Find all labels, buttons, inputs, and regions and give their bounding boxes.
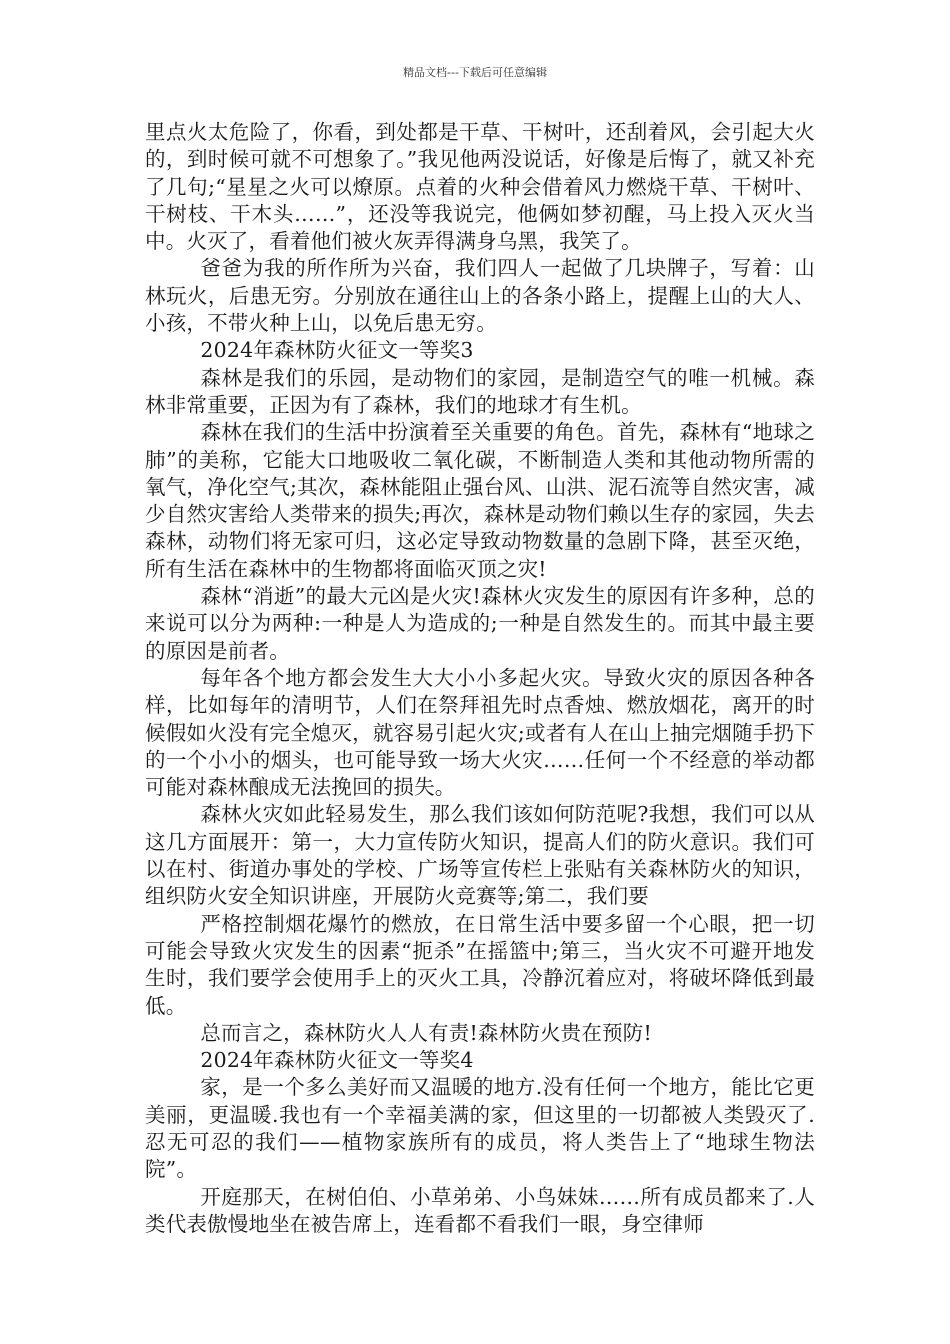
document-body — [145, 119, 815, 1238]
paragraph: 森林“消逝”的最大元凶是火灾!森林火灾发生的原因有许多种，总的来说可以分为两种:一种是人为造成的;一种是自然发生的。而其中最主要的原因是前者。 — [145, 584, 815, 663]
paragraph: 严格控制烟花爆竹的燃放，在日常生活中要多留一个心眼，把一切可能会导致火灾发生的因素“扼杀”在摇篮中;第三，当火灾不可避开地发生时，我们要学会使用手上的灭火工具，冷静沉着应对，将破坏降低到最低。 — [145, 911, 815, 1018]
paragraph: 森林火灾如此轻易发生，那么我们该如何防范呢?我想，我们可以从这几方面展开：第一，大力宣传防火知识，提高人们的防火意识。我们可以在村、街道办事处的学校、广场等宣传栏上张贴有关森林防火的知识，组织防火安全知识讲座，开展防火竞赛等;第二，我们要 — [145, 802, 815, 909]
paragraph: 家，是一个多么美好而又温暖的地方.没有任何一个地方，能比它更美丽，更温暖.我也有一个幸福美满的家，但这里的一切都被人类毁灭了.忍无可忍的我们——植物家族所有的成员，将人类告上了“地球生物法院”。 — [145, 1075, 815, 1182]
paragraph: 森林是我们的乐园，是动物们的家园，是制造空气的唯一机械。森林非常重要，正因为有了森林，我们的地球才有生机。 — [145, 365, 815, 417]
page-header: 精品文档---下载后可任意编辑 — [403, 66, 547, 79]
section-heading: 2024年森林防火征文一等奖4 — [200, 1048, 474, 1073]
paragraph: 开庭那天，在树伯伯、小草弟弟、小鸟妹妹……所有成员都来了.人类代表傲慢地坐在被告席上，连看都不看我们一眼，身空律师 — [145, 1184, 815, 1236]
section-heading: 2024年森林防火征文一等奖3 — [200, 338, 474, 363]
paragraph: 里点火太危险了，你看，到处都是干草、干树叶，还刮着风，会引起大火的，到时候可就不可想象了。”我见他两没说话，好像是后悔了，就又补充了几句;“星星之火可以燎原。点着的火种会借着风力燃烧干草、干树叶、干树枝、干木头……”，还没等我说完，他俩如梦初醒，马上投入灭火当中。火灭了，看着他们被火灰弄得满身乌黑，我笑了。 — [145, 120, 815, 254]
paragraph: 爸爸为我的所作所为兴奋，我们四人一起做了几块牌子，写着：山林玩火，后患无穷。分别放在通往山上的各条小路上，提醒上山的大人、小孩，不带火种上山，以免后患无穷。 — [145, 256, 815, 336]
paragraph: 每年各个地方都会发生大大小小多起火灾。导致火灾的原因各种各样，比如每年的清明节，人们在祭拜祖先时点香烛、燃放烟花，离开的时候假如火没有完全熄灭，就容易引起火灾;或者有人在山上抽完烟随手扔下的一个小小的烟头，也可能导致一场大火灾……任何一个不经意的举动都可能对森林酿成无法挽回的损失。 — [145, 665, 815, 800]
paragraph: 森林在我们的生活中扮演着至关重要的角色。首先，森林有“地球之肺”的美称，它能大口地吸收二氧化碳，不断制造人类和其他动物所需的氧气，净化空气;其次，森林能阻止强台风、山洪、泥石流等自然灾害，减少自然灾害给人类带来的损失;再次，森林是动物们赖以生存的家园，失去森林，动物们将无家可归，这必定导致动物数量的急剧下降，甚至灭绝，所有生活在森林中的生物都将面临灭顶之灾! — [145, 420, 815, 581]
paragraph: 总而言之，森林防火人人有责!森林防火贵在预防! — [200, 1020, 652, 1045]
